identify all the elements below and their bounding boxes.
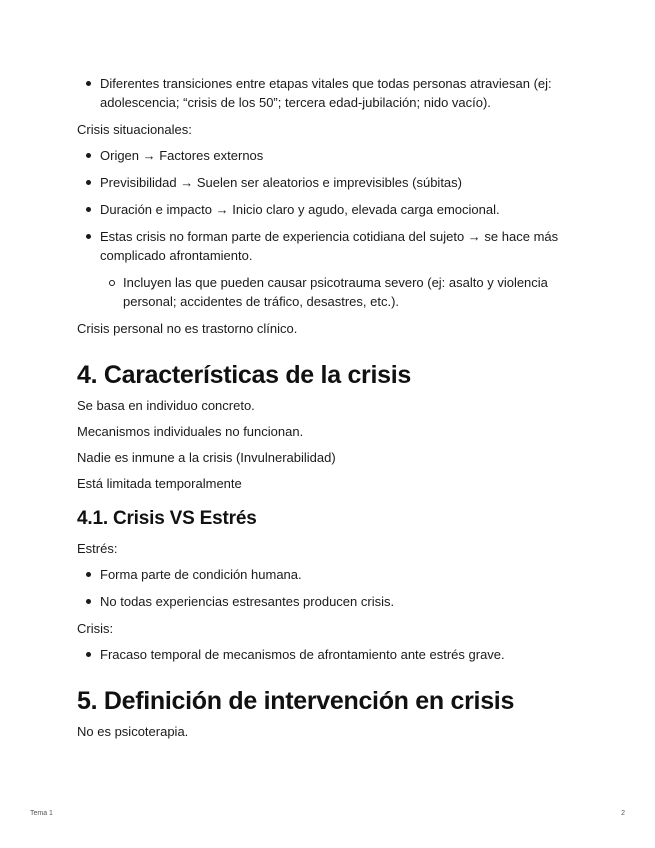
section-5-heading: 5. Definición de intervención en crisis	[77, 687, 515, 715]
page-number: 2	[621, 810, 625, 817]
nested-list	[100, 273, 587, 311]
paragraph: Nadie es inmune a la crisis (Invulnerabilidad)	[77, 450, 336, 465]
stress-list	[77, 565, 587, 611]
crisis-label: Crisis:	[77, 621, 114, 636]
stress-label: Estrés:	[77, 541, 118, 556]
personal-crisis-note: Crisis personal no es trastorno clínico.	[77, 321, 298, 336]
list-item: No todas experiencias estresantes producen crisis.	[77, 592, 587, 611]
crisis-list	[77, 645, 587, 664]
nested-list-item: Incluyen las que pueden causar psicotrauma severo (ej: asalto y violencia personal; accidentes de tráfico, desastres, etc.).	[100, 273, 587, 311]
paragraph: No es psicoterapia.	[77, 724, 189, 739]
document-page	[77, 74, 587, 748]
list-item: Fracaso temporal de mecanismos de afrontamiento ante estrés grave.	[77, 645, 587, 664]
list-item	[77, 227, 587, 311]
list-item-text: Estas crisis no forman parte de experiencia cotidiana del sujeto → se hace más complicado afrontamiento.	[100, 229, 559, 263]
list-item: Previsibilidad → Suelen ser aleatorios e imprevisibles (súbitas)	[77, 173, 587, 192]
paragraph: Está limitada temporalmente	[77, 476, 242, 491]
paragraph: Mecanismos individuales no funcionan.	[77, 424, 304, 439]
list-item: Duración e impacto → Inicio claro y agudo, elevada carga emocional.	[77, 200, 587, 219]
footer-topic: Tema 1	[30, 810, 53, 817]
list-item: Forma parte de condición humana.	[77, 565, 587, 584]
paragraph: Se basa en individuo concreto.	[77, 398, 255, 413]
list-item: Origen → Factores externos	[77, 146, 587, 165]
situational-crisis-list	[77, 146, 587, 311]
list-item: Diferentes transiciones entre etapas vitales que todas personas atraviesan (ej: adolescencia; “crisis de los 50”; tercera edad-jubilación; nido vacío).	[77, 74, 587, 112]
situational-crisis-label: Crisis situacionales:	[77, 122, 192, 137]
section-4-heading: 4. Características de la crisis	[77, 361, 411, 389]
transitions-list	[77, 74, 587, 112]
section-4-1-heading: 4.1. Crisis VS Estrés	[77, 508, 257, 529]
